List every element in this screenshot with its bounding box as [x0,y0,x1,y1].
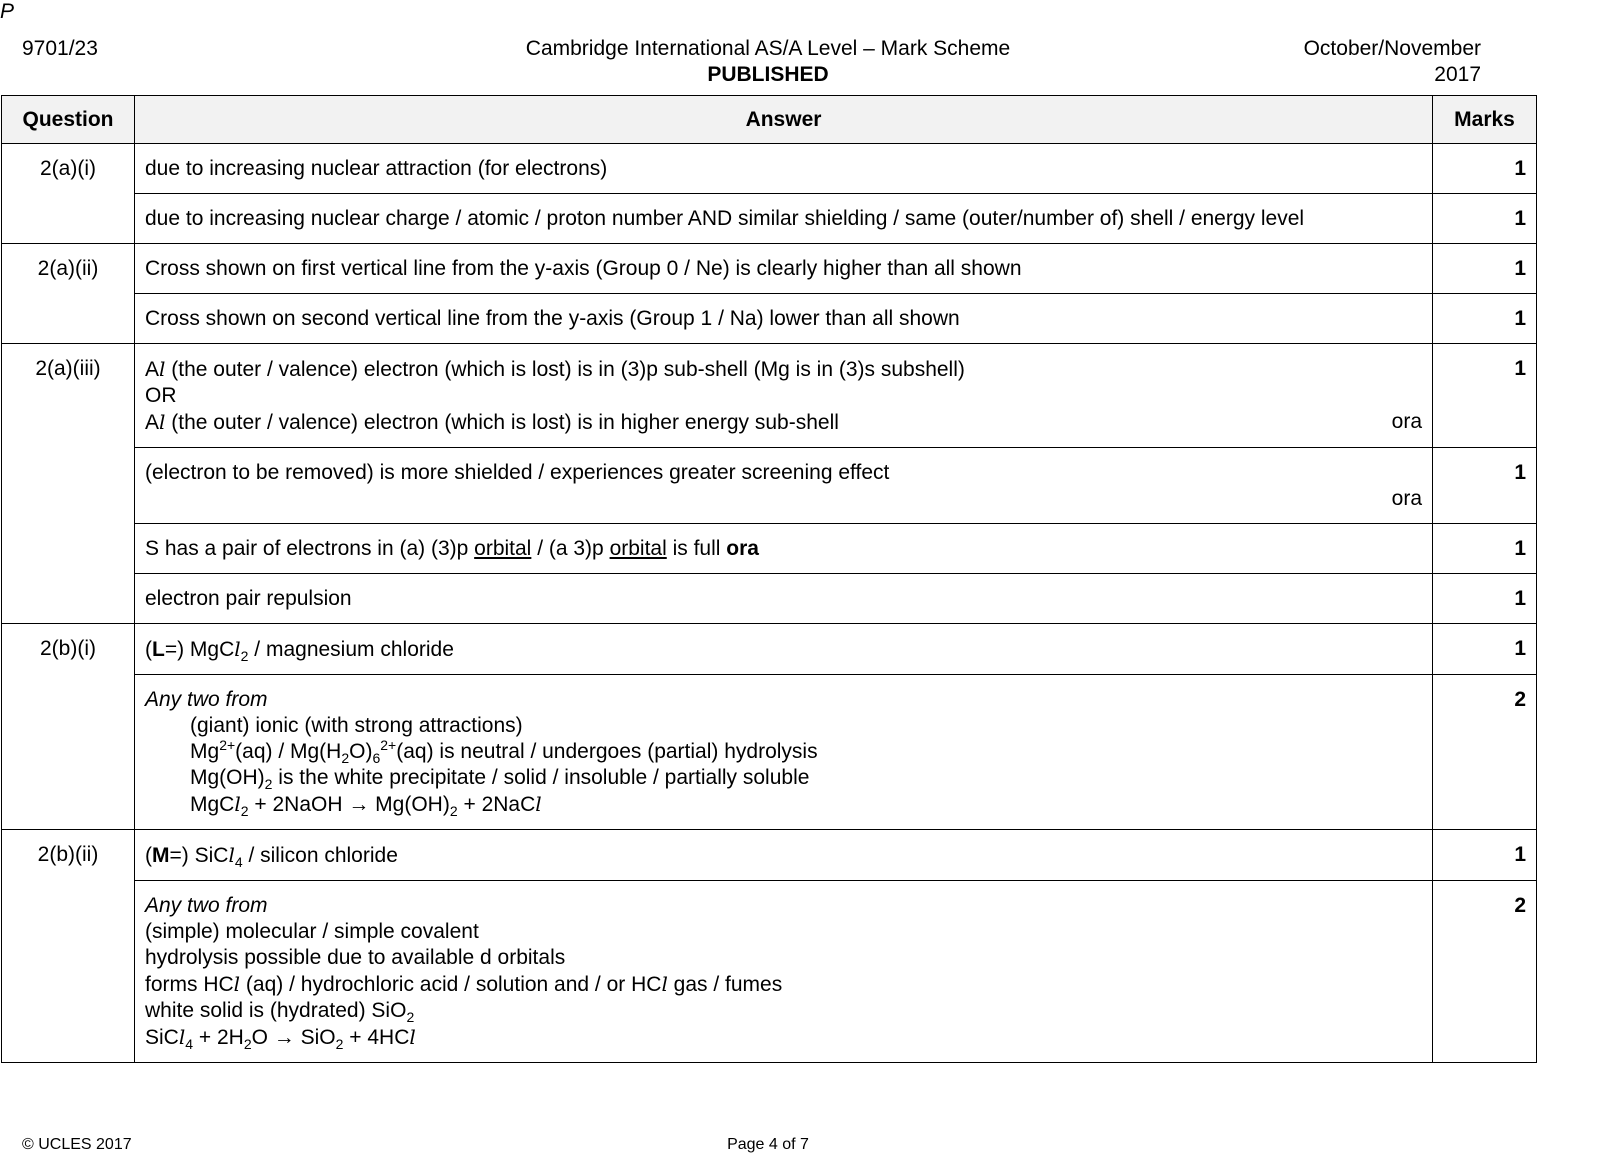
corner-mark: P [0,0,15,23]
table-row [2,574,1537,624]
formula-text: (aq) / Mg(H [235,740,342,763]
ora-note: ora [1391,487,1422,510]
subscript: 2 [406,1009,415,1026]
title-line: Cambridge International AS/A Level – Mark Scheme [525,37,1011,60]
table-row [2,881,1537,1063]
paren: ( [145,844,152,867]
formula-text: Mg(OH) [190,766,265,789]
table-row [2,830,1537,881]
answer-text: (the outer / valence) electron (which is lost) is in higher energy sub-shell [165,411,839,434]
table-row [2,244,1537,294]
col-marks-header: Marks [1433,96,1537,144]
any-two-intro: Any two from [145,894,268,917]
script-l: l [228,843,235,867]
subscript: 2 [240,803,249,820]
answer-point: (simple) molecular / simple covalent [145,920,479,943]
formula-text: =) MgC [164,638,235,661]
answer-text: (electron to be removed) is more shielded / experiences greater screening effect [145,461,890,484]
marks-cell: 2 [1433,881,1537,1063]
answer-cell [135,881,1433,1063]
table-row [2,294,1537,344]
script-l: l [234,792,241,816]
formula-text: + 2NaOH → Mg(OH) [248,793,450,816]
formula-text: O) [349,740,373,763]
session-month: October/November [1303,37,1481,60]
subscript: 2 [243,1036,252,1053]
answer-line [145,409,1422,436]
text-al: A [145,411,160,434]
marks-cell: 1 [1433,448,1537,524]
answer-cell: Cross shown on second vertical line from the y-axis (Group 1 / Na) lower than all shown [135,294,1433,344]
table-row [2,624,1537,675]
answer-point: hydrolysis possible due to available d orbitals [145,946,566,969]
ora-note: ora [1391,410,1422,433]
formula-text: =) SiC [169,844,229,867]
answer-text: S has a pair of electrons in (a) (3)p [145,537,475,560]
table-row [2,144,1537,194]
underlined-term: orbital [474,537,532,560]
answer-text: is full [666,537,727,560]
answer-point: (giant) ionic (with strong attractions) [190,714,523,737]
answer-line [145,356,1422,383]
script-l: l [159,357,166,381]
text-al: A [145,358,160,381]
marks-cell: 1 [1433,194,1537,244]
superscript: 2+ [219,737,236,753]
answer-point [145,971,1422,998]
formula-text: + 2NaC [457,793,536,816]
subscript: 2 [335,1036,344,1053]
subscript: 2 [240,648,249,665]
subscript: 4 [185,1036,194,1053]
answer-cell: due to increasing nuclear attraction (for electrons) [135,144,1433,194]
question-label: 2(a)(ii) [2,244,135,344]
compound-letter: L [152,638,165,661]
table-row [2,675,1537,830]
question-label: 2(b)(ii) [2,830,135,1063]
formula-text: SiC [145,1026,179,1049]
answer-text: / silicon chloride [242,844,398,867]
published-label: PUBLISHED [707,63,829,86]
mark-scheme-table [1,95,1537,1063]
underlined-term: orbital [609,537,667,560]
table-row [2,448,1537,524]
page-number: Page 4 of 7 [727,1136,809,1153]
script-l: l [535,792,542,816]
copyright-footer: © UCLES 2017 [22,1136,132,1153]
marks-cell: 1 [1433,574,1537,624]
script-l: l [233,972,241,996]
answer-cell [135,344,1433,448]
answer-text: / (a 3)p [531,537,610,560]
formula-text: Mg [190,740,220,763]
subscript: 6 [372,750,381,767]
answer-cell [135,524,1433,574]
answer-cell: electron pair repulsion [135,574,1433,624]
marks-cell: 1 [1433,294,1537,344]
answer-point [145,998,1422,1024]
formula-text: O → SiO [251,1026,336,1049]
table-row [2,194,1537,244]
answer-point [145,739,1422,765]
answer-text: (the outer / valence) electron (which is lost) is in (3)p sub-shell (Mg is in (3)s subshell) [165,358,965,381]
answer-cell: Cross shown on first vertical line from the y-axis (Group 0 / Ne) is clearly higher than all shown [135,244,1433,294]
formula-text: forms HC [145,973,234,996]
marks-cell: 1 [1433,624,1537,675]
marks-cell: 1 [1433,344,1537,448]
marks-cell: 1 [1433,524,1537,574]
subscript: 2 [449,803,458,820]
marks-cell: 2 [1433,675,1537,830]
superscript: 2+ [380,737,397,753]
answer-point [145,791,1422,818]
script-l: l [159,410,166,434]
formula-text: gas / fumes [667,973,783,996]
script-l: l [409,1025,416,1049]
any-two-intro: Any two from [145,688,268,711]
col-question-header: Question [2,96,135,144]
exam-session [1304,36,1481,88]
answer-cell [135,830,1433,881]
script-l: l [234,637,241,661]
formula-text: (aq) / hydrochloric acid / solution and / or HC [240,973,662,996]
syllabus-code: 9701/23 [22,37,98,60]
formula-text: + 4HC [343,1026,410,1049]
marks-cell: 1 [1433,244,1537,294]
formula-text: + 2H [193,1026,244,1049]
question-label: 2(b)(i) [2,624,135,830]
subscript: 2 [341,750,350,767]
script-l: l [661,972,668,996]
answer-cell [135,624,1433,675]
session-year: 2017 [1434,63,1481,86]
table-row [2,524,1537,574]
ora-note: ora [726,537,759,560]
paren: ( [145,638,152,661]
subscript: 2 [264,776,273,793]
formula-text: white solid is (hydrated) SiO [145,999,407,1022]
col-answer-header: Answer [135,96,1433,144]
compound-letter: M [152,844,170,867]
answer-cell: due to increasing nuclear charge / atomic / proton number AND similar shielding / same (outer/number of) shell / energy level [135,194,1433,244]
table-header-row [2,96,1537,144]
question-label: 2(a)(iii) [2,344,135,624]
or-label: OR [145,384,177,407]
script-l: l [178,1025,186,1049]
answer-point [145,765,1422,791]
table-row [2,344,1537,448]
answer-cell [135,675,1433,830]
marks-cell: 1 [1433,144,1537,194]
answer-point [145,1024,1422,1051]
question-label: 2(a)(i) [2,144,135,244]
formula-text: (aq) is neutral / undergoes (partial) hydrolysis [396,740,818,763]
marks-cell: 1 [1433,830,1537,881]
answer-text: / magnesium chloride [248,638,454,661]
formula-text: is the white precipitate / solid / insoluble / partially soluble [272,766,810,789]
formula-text: MgC [190,793,235,816]
answer-cell [135,448,1433,524]
subscript: 4 [234,854,243,871]
